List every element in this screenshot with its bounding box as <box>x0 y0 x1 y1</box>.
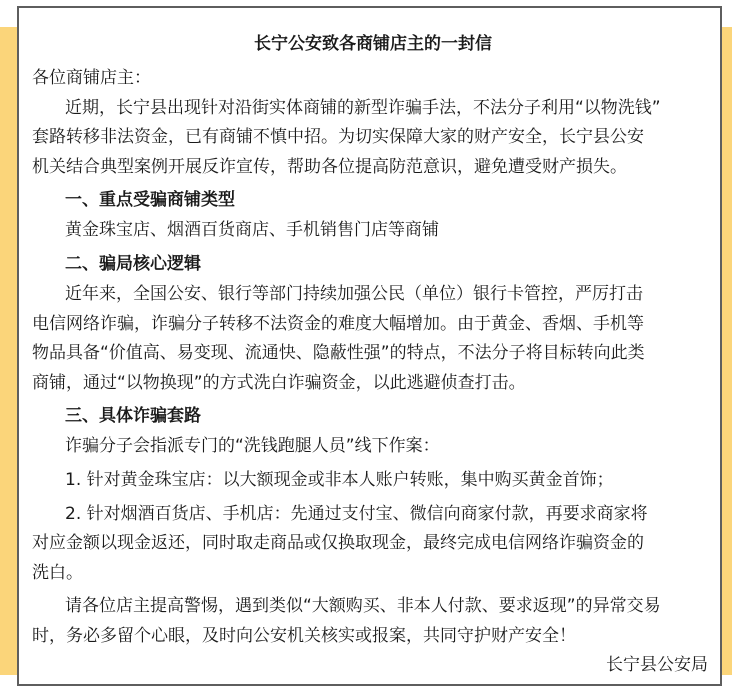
closing-line: 时，务必多留个心眼，及时向公安机关核实或报案，共同守护财产安全！ <box>32 625 576 646</box>
intro-line: 近期，长宁县出现针对沿街实体商铺的新型诈骗手法，不法分子利用“以物洗钱” <box>65 97 661 118</box>
list-item-line: 洗白。 <box>32 562 83 583</box>
intro-line: 机关结合典型案例开展反诈宣传，帮助各位提高防范意识，避免遭受财产损失。 <box>32 156 627 177</box>
section-heading: 一、重点受骗商铺类型 <box>65 190 235 211</box>
letter-body <box>32 30 714 652</box>
letter-title: 长宁公安致各商铺店主的一封信 <box>254 34 492 54</box>
list-item: 2. 针对烟酒百货店、手机店：先通过支付宝、微信向商家付款，再要求商家将 <box>65 503 648 524</box>
list-item: 1. 针对黄金珠宝店：以大额现金或非本人账户转账，集中购买黄金首饰； <box>65 469 614 490</box>
section-line: 黄金珠宝店、烟酒百货商店、手机销售门店等商铺 <box>65 220 439 241</box>
section-heading: 三、具体诈骗套路 <box>65 406 201 427</box>
section-heading: 二、骗局核心逻辑 <box>65 253 201 274</box>
section-line: 诈骗分子会指派专门的“洗钱跑腿人员”线下作案： <box>65 436 440 457</box>
section-line: 物品具备“价值高、易变现、流通快、隐蔽性强”的特点，不法分子将目标转向此类 <box>32 343 645 364</box>
salutation: 各位商铺店主： <box>32 68 151 88</box>
section-line: 近年来，全国公安、银行等部门持续加强公民（单位）银行卡管控，严厉打击 <box>65 283 643 304</box>
intro-line: 套路转移非法资金，已有商铺不慎中招。为切实保障大家的财产安全，长宁县公安 <box>32 127 644 148</box>
section-line: 商铺，通过“以物换现”的方式洗白诈骗资金，以此逃避侦查打击。 <box>32 372 526 393</box>
section-line: 电信网络诈骗，诈骗分子转移不法资金的难度大幅增加。由于黄金、香烟、手机等 <box>32 313 644 334</box>
signature: 长宁县公安局 <box>606 655 708 675</box>
closing-line: 请各位店主提高警惕，遇到类似“大额购买、非本人付款、要求返现”的异常交易 <box>65 596 661 617</box>
list-item-line: 对应金额以现金返还，同时取走商品或仅换取现金，最终完成电信网络诈骗资金的 <box>32 533 644 554</box>
